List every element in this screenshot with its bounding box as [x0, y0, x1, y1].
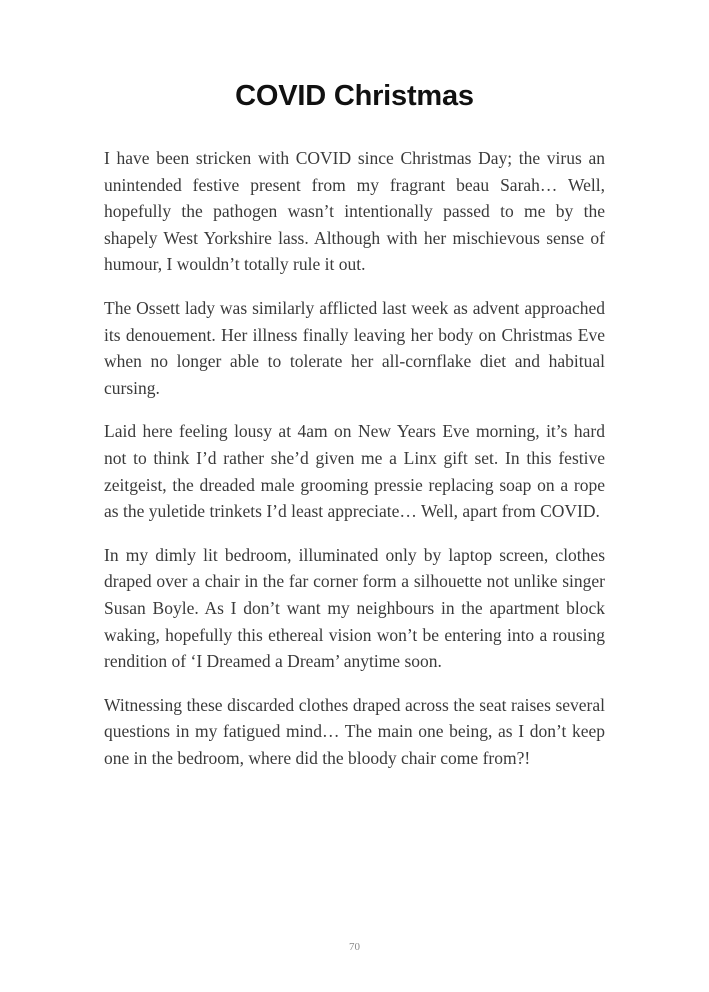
- page-title: COVID Christmas: [235, 80, 474, 112]
- paragraph-2: The Ossett lady was similarly afflicted last week as advent approached its denouement. Her illness finally leaving her body on Christmas Eve when no longer able to tolerate her all-cornflake diet and habitual cursing.: [104, 297, 605, 398]
- paragraph-1: I have been stricken with COVID since Christmas Day; the virus an unintended festive present from my fragrant beau Sarah… Well, hopefully the pathogen wasn’t intentionally passed to me by the shapely West Yorkshire lass. Although with her mischievous sense of humour, I wouldn’t totally rule it out.: [104, 148, 605, 275]
- paragraph-3: Laid here feeling lousy at 4am on New Years Eve morning, it’s hard not to think I’d rather she’d given me a Linx gift set. In this festive zeitgeist, the dreaded male grooming pressie replacing soap on a rope as the yuletide trinkets I’d least appreciate… Well, apart from COVID.: [104, 421, 605, 522]
- body-text: [104, 145, 605, 788]
- paragraph-5: Witnessing these discarded clothes draped across the seat raises several questions in my fatigued mind… The main one being, as I don’t keep one in the bedroom, where did the bloody chair come from?!: [104, 694, 605, 768]
- paragraph-4: In my dimly lit bedroom, illuminated only by laptop screen, clothes draped over a chair in the far corner form a silhouette not unlike singer Susan Boyle. As I don’t want my neighbours in the apartment block waking, hopefully this ethereal vision won’t be entering into a rousing rendition of ‘I Dreamed a Dream’ anytime soon.: [104, 544, 605, 672]
- page-number: 70: [349, 941, 360, 953]
